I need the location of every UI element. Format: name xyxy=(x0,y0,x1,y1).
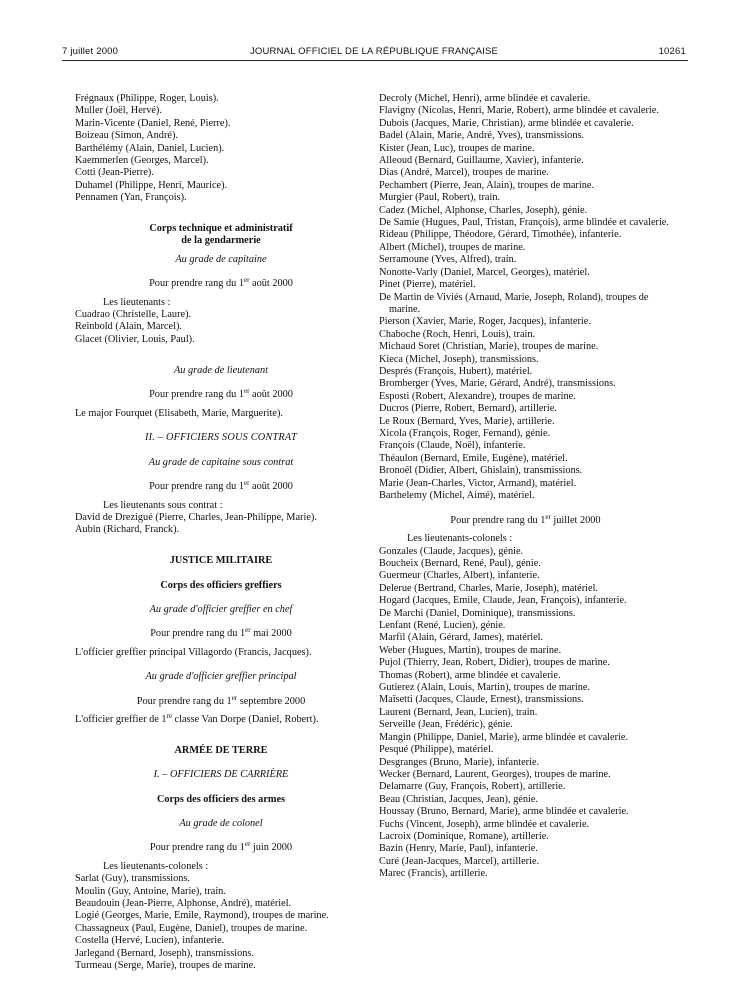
list-item: Gutierez (Alain, Louis, Martin), troupes de marine. xyxy=(379,682,591,694)
gendarmerie-heading-line2: de la gendarmerie xyxy=(181,235,261,247)
list-item: Le Roux (Bernard, Yves, Marie), artillerie. xyxy=(379,415,555,427)
armee-label: Les lieutenants-colonels : xyxy=(103,860,209,872)
list-item: Chaboche (Roch, Henri, Louis), train. xyxy=(379,328,536,340)
contrat-heading: II. – OFFICIERS SOUS CONTRAT xyxy=(145,432,297,444)
armee-heading: ARMÉE DE TERRE xyxy=(174,744,268,756)
list-item: Hogard (Jacques, Emile, Claude, Jean, François), infanterie. xyxy=(379,595,627,607)
list-item: François (Claude, Noël), infanterie. xyxy=(379,440,526,452)
list-item: De Samie (Hugues, Paul, Tristan, François), arme blindée et cavalerie. xyxy=(379,217,669,229)
list-item: Marfil (Alain, Gérard, James), matériel. xyxy=(379,632,544,644)
officer-line-2: L'officier greffier de 1re classe Van Dorpe (Daniel, Robert). xyxy=(75,711,319,725)
right-names-list-2 xyxy=(379,546,672,881)
gendarmerie-lieutenants-list xyxy=(75,309,367,346)
armee-names-list xyxy=(75,873,367,972)
list-item: Decroly (Michel, Henri), arme blindée et cavalerie. xyxy=(379,93,591,104)
list-item: Chassagneux (Paul, Eugène, Daniel), troupes de marine. xyxy=(75,922,308,934)
right-names-list-1 xyxy=(379,93,672,502)
list-item: Albert (Michel), troupes de marine. xyxy=(379,241,526,253)
list-item: Rideau (Philippe, Théodore, Gérard, Timothée), infanterie. xyxy=(379,229,622,241)
officer-line-1: L'officier greffier principal Villagordo (Francis, Jacques). xyxy=(75,646,312,658)
list-item: Houssay (Bruno, Bernard, Marie), arme blindée et cavalerie. xyxy=(379,806,629,818)
list-item: Frégnaux (Philippe, Roger, Louis). xyxy=(75,93,219,104)
rank-date-right: Pour prendre rang du 1er juillet 2000 xyxy=(450,512,601,526)
list-item: Pujol (Thierry, Jean, Robert, Didier), troupes de marine. xyxy=(379,657,610,669)
list-item: Curé (Jean-Jacques, Marcel), artillerie. xyxy=(379,855,540,867)
armee-sub-heading: I. – OFFICIERS DE CARRIÈRE xyxy=(153,769,289,781)
justice-corps-heading: Corps des officiers greffiers xyxy=(160,579,282,591)
list-item: Duhamel (Philippe, Henri, Maurice). xyxy=(75,179,228,191)
rank-date-contrat: Pour prendre rang du 1er août 2000 xyxy=(149,479,293,493)
rank-date-justice-2: Pour prendre rang du 1er septembre 2000 xyxy=(136,693,306,707)
grade-colonel-heading: Au grade de colonel xyxy=(179,817,263,829)
left-column xyxy=(75,93,367,972)
list-item: Serramoune (Yves, Alfred), train. xyxy=(379,254,517,266)
right-label: Les lieutenants-colonels : xyxy=(407,533,513,545)
list-item: Delerue (Bertrand, Charles, Marie, Joseph), matériel. xyxy=(379,582,599,594)
grade-greffier-chef-heading: Au grade d'officier greffier en chef xyxy=(149,603,293,615)
list-item: Murgier (Paul, Robert), train. xyxy=(379,192,501,204)
list-item: Bronoël (Didier, Albert, Ghislain), transmissions. xyxy=(379,465,583,477)
list-item: Bazin (Henry, Marie, Paul), infanterie. xyxy=(379,843,538,855)
rank-date-gendarmerie-1: Pour prendre rang du 1er août 2000 xyxy=(149,276,293,290)
list-item: Laurent (Bernard, Jean, Lucien), train. xyxy=(379,706,538,718)
armee-corps-heading: Corps des officiers des armes xyxy=(156,793,286,805)
list-item: Gonzales (Claude, Jacques), génie. xyxy=(379,545,524,557)
list-item: Dubois (Jacques, Marie, Christian), arme blindée et cavalerie. xyxy=(379,117,634,129)
contrat-names-list xyxy=(75,512,367,537)
list-item: Serveille (Jean, Frédéric), génie. xyxy=(379,719,513,731)
list-item: Alleoud (Bernard, Guillaume, Xavier), infanterie. xyxy=(379,155,584,167)
list-item: De Marchi (Daniel, Dominique), transmissions. xyxy=(379,607,576,619)
list-item: Turmeau (Serge, Marie), troupes de marine. xyxy=(75,960,256,972)
list-item: Thomas (Robert), arme blindée et cavalerie. xyxy=(379,669,561,681)
intro-names-list xyxy=(75,93,367,205)
list-item: Reinbold (Alain, Marcel). xyxy=(75,321,182,333)
list-item: Costella (Hervé, Lucien), infanterie. xyxy=(75,935,225,947)
list-item: Cotti (Jean-Pierre). xyxy=(75,167,154,179)
right-column xyxy=(379,93,672,881)
list-item: Jarlegand (Bernard, Joseph), transmissions. xyxy=(75,947,255,959)
list-item: Maïsetti (Jacques, Claude, Ernest), transmissions. xyxy=(379,694,584,706)
list-item: Fuchs (Vincent, Joseph), arme blindée et cavalerie. xyxy=(379,818,590,830)
list-item: Logié (Georges, Marie, Emile, Raymond), troupes de marine. xyxy=(75,910,329,922)
list-item: Esposti (Robert, Alexandre), troupes de marine. xyxy=(379,390,576,402)
list-item: Pierson (Xavier, Marie, Roger, Jacques), infanterie. xyxy=(379,316,591,328)
list-item: Beau (Christian, Jacques, Jean), génie. xyxy=(379,793,538,805)
list-item: Glacet (Olivier, Louis, Paul). xyxy=(75,333,195,345)
list-item: Boucheix (Bernard, René, Paul), génie. xyxy=(379,558,541,570)
contrat-grade-heading: Au grade de capitaine sous contrat xyxy=(148,456,294,468)
list-item: Delamarre (Guy, François, Robert), artillerie. xyxy=(379,781,566,793)
grade-lieutenant-heading: Au grade de lieutenant xyxy=(173,364,269,376)
list-item: Wecker (Bernard, Laurent, Georges), troupes de marine. xyxy=(379,768,611,780)
list-item: Pinet (Pierre), matériel. xyxy=(379,279,476,291)
list-item: Beaudouin (Jean-Pierre, Alphonse, André), matériel. xyxy=(75,898,292,910)
grade-greffier-principal-heading: Au grade d'officier greffier principal xyxy=(145,671,297,683)
list-item: Xicola (François, Roger, Fernand), génie. xyxy=(379,427,551,439)
list-item: Pechambert (Pierre, Jean, Alain), troupes de marine. xyxy=(379,179,595,191)
header-date: 7 juillet 2000 xyxy=(62,46,119,57)
major-line: Le major Fourquet (Elisabeth, Marie, Marguerite). xyxy=(75,407,283,419)
list-item: Bromberger (Yves, Marie, Gérard, André), transmissions. xyxy=(379,378,616,390)
list-item: Weber (Hugues, Martin), troupes de marine. xyxy=(379,644,562,656)
list-item: De Martin de Viviés (Arnaud, Marie, Joseph, Roland), troupes de marine. xyxy=(379,291,649,315)
header-rule xyxy=(62,60,688,61)
lieutenants-label: Les lieutenants : xyxy=(103,296,171,308)
contrat-label: Les lieutenants sous contrat : xyxy=(103,499,223,511)
list-item: Moulin (Guy, Antoine, Marie), train. xyxy=(75,885,226,897)
list-item: Marec (Francis), artillerie. xyxy=(379,868,488,880)
list-item: Guermeur (Charles, Albert), infanterie. xyxy=(379,570,540,582)
grade-capitaine-heading: Au grade de capitaine xyxy=(175,253,267,265)
list-item: Ducros (Pierre, Robert, Bernard), artillerie. xyxy=(379,403,557,415)
list-item: Boizeau (Simon, André). xyxy=(75,130,178,142)
page-header xyxy=(62,46,686,60)
list-item: Nonotte-Varly (Daniel, Marcel, Georges), matériel. xyxy=(379,266,590,278)
list-item: Kieca (Michel, Joseph), transmissions. xyxy=(379,353,539,365)
rank-date-armee: Pour prendre rang du 1er juin 2000 xyxy=(149,840,293,854)
list-item: Kister (Jean, Luc), troupes de marine. xyxy=(379,142,535,154)
justice-heading: JUSTICE MILITAIRE xyxy=(169,555,273,567)
list-item: Pesqué (Philippe), matériel. xyxy=(379,744,494,756)
list-item: Cadez (Michel, Alphonse, Charles, Joseph), génie. xyxy=(379,204,588,216)
list-item: Badel (Alain, Marie, André, Yves), transmissions. xyxy=(379,130,585,142)
list-item: Marin-Vicente (Daniel, René, Pierre). xyxy=(75,117,231,129)
list-item: Lacroix (Dominique, Romane), artillerie. xyxy=(379,830,549,842)
list-item: Sarlat (Guy), transmissions. xyxy=(75,873,190,885)
header-journal-title: JOURNAL OFFICIEL DE LA RÉPUBLIQUE FRANÇAISE xyxy=(249,46,499,57)
list-item: Marie (Jean-Charles, Victor, Armand), matériel. xyxy=(379,477,577,489)
list-item: Michaud Soret (Christian, Marie), troupes de marine. xyxy=(379,341,599,353)
list-item: Muller (Joël, Hervé). xyxy=(75,105,162,117)
rank-date-justice-1: Pour prendre rang du 1er mai 2000 xyxy=(150,626,292,640)
list-item: Flavigny (Nicolas, Henri, Marie, Robert), arme blindée et cavalerie. xyxy=(379,105,659,117)
list-item: Barthelemy (Michel, Aimé), matériel. xyxy=(379,490,535,501)
list-item: Després (François, Hubert), matériel. xyxy=(379,365,533,377)
list-item: Kaemmerlen (Georges, Marcel). xyxy=(75,155,209,167)
list-item: Barthélémy (Alain, Daniel, Lucien). xyxy=(75,142,225,154)
list-item: Théaulon (Bernard, Emile, Eugène), matériel. xyxy=(379,452,568,464)
list-item: Aubin (Richard, Franck). xyxy=(75,524,180,536)
rank-date-gendarmerie-2: Pour prendre rang du 1er août 2000 xyxy=(149,387,293,401)
list-item: Dias (André, Marcel), troupes de marine. xyxy=(379,167,549,179)
list-item: David de Drezigué (Pierre, Charles, Jean-Philippe, Marie). xyxy=(75,511,317,523)
list-item: Desgranges (Bruno, Marie), infanterie. xyxy=(379,756,540,768)
list-item: Lenfant (René, Lucien), génie. xyxy=(379,620,506,632)
gendarmerie-heading-line1: Corps technique et administratif xyxy=(149,223,293,235)
list-item: Cuadrao (Christelle, Laure). xyxy=(75,309,192,321)
list-item: Mangin (Philippe, Daniel, Marie), arme blindée et cavalerie. xyxy=(379,731,629,743)
header-page-number: 10261 xyxy=(658,46,686,57)
list-item: Pennamen (Yan, François). xyxy=(75,192,187,204)
